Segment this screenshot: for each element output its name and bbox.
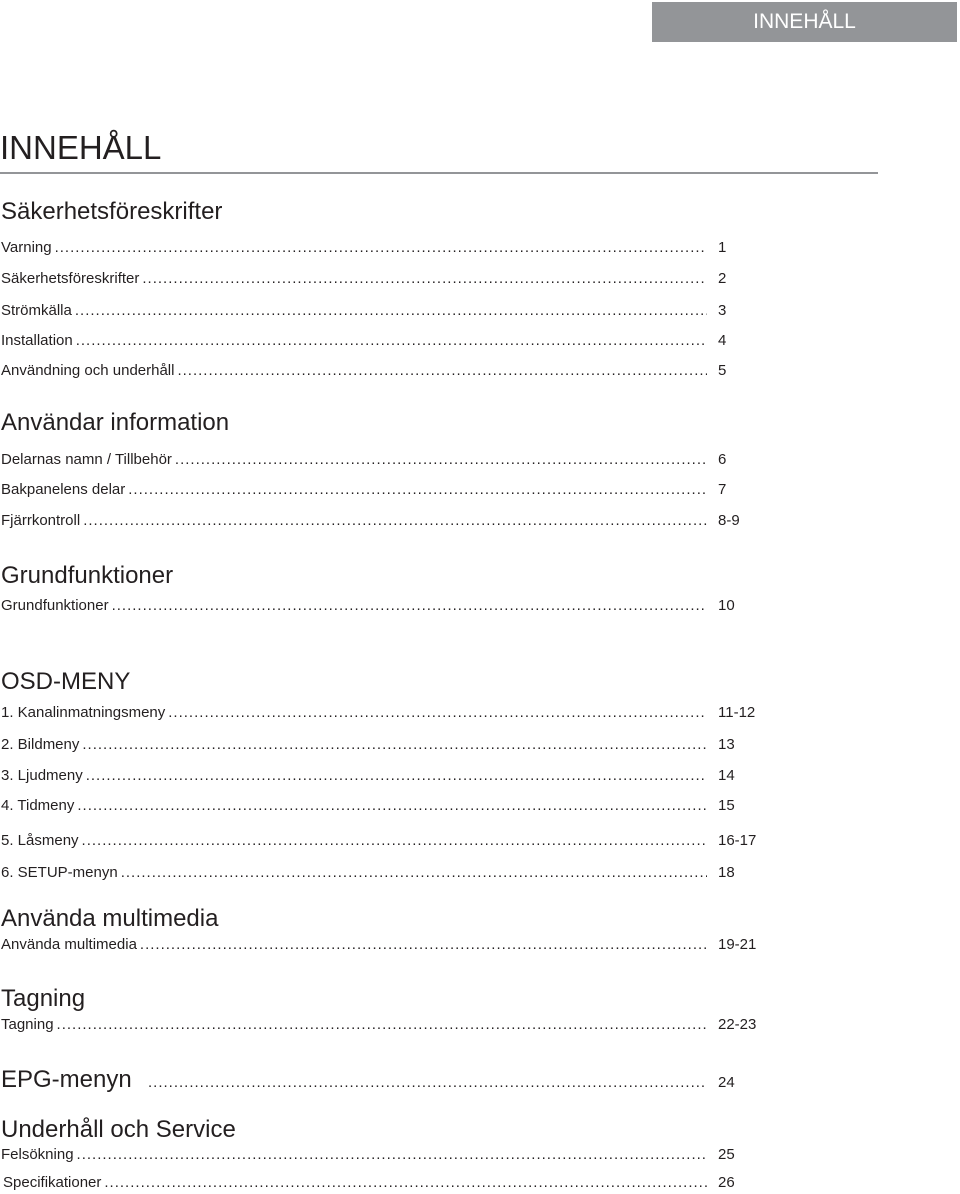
dot-leader bbox=[82, 735, 707, 755]
section-title-underhall-och-service: Underhåll och Service bbox=[1, 1116, 236, 1143]
toc-entry-label: 6. SETUP-menyn bbox=[1, 864, 118, 881]
dot-leader bbox=[177, 361, 707, 381]
toc-entry-label: Strömkälla bbox=[1, 302, 72, 319]
toc-entry[interactable] bbox=[1, 238, 707, 258]
toc-entry[interactable] bbox=[1, 766, 707, 786]
page-title: INNEHÅLL bbox=[0, 129, 162, 166]
dot-leader bbox=[77, 796, 707, 816]
toc-entry[interactable] bbox=[1, 1145, 707, 1165]
dot-leader bbox=[75, 301, 707, 321]
toc-entry-label: Specifikationer bbox=[3, 1174, 102, 1191]
toc-page-number: 4 bbox=[718, 332, 727, 349]
dot-leader bbox=[121, 863, 707, 883]
toc-entry[interactable] bbox=[1, 796, 707, 816]
section-title-tagning: Tagning bbox=[1, 985, 86, 1012]
toc-page-number: 2 bbox=[718, 270, 727, 287]
toc-entry[interactable] bbox=[3, 1173, 707, 1193]
section-title-epg-menyn[interactable]: EPG-menyn bbox=[1, 1066, 132, 1093]
dot-leader bbox=[112, 596, 707, 616]
section-title-sakerhet: Säkerhetsföreskrifter bbox=[1, 198, 223, 225]
toc-page-number: 15 bbox=[718, 797, 735, 814]
toc-entry-label: Använda multimedia bbox=[1, 936, 137, 953]
toc-entry[interactable] bbox=[1, 331, 707, 351]
toc-page-number: 14 bbox=[718, 767, 735, 784]
toc-entry-label: 1. Kanalinmatningsmeny bbox=[1, 704, 166, 721]
dot-leader bbox=[86, 766, 707, 786]
toc-entry[interactable] bbox=[1, 480, 707, 500]
toc-entry[interactable] bbox=[1, 935, 707, 955]
toc-page-number: 26 bbox=[718, 1174, 735, 1191]
toc-entry-label: 5. Låsmeny bbox=[1, 832, 79, 849]
dot-leader bbox=[140, 935, 707, 955]
toc-page-number: 1 bbox=[718, 239, 727, 256]
toc-entry-label: 4. Tidmeny bbox=[1, 797, 75, 814]
section-title-grundfunktioner: Grundfunktioner bbox=[1, 562, 174, 589]
toc-entry-label: Installation bbox=[1, 332, 73, 349]
toc-entry-label: Säkerhetsföreskrifter bbox=[1, 270, 140, 287]
toc-page-number: 8-9 bbox=[718, 512, 740, 529]
toc-entry-label: Tagning bbox=[1, 1016, 54, 1033]
title-divider bbox=[0, 172, 878, 174]
toc-entry-label: Varning bbox=[1, 239, 52, 256]
toc-page-number: 22-23 bbox=[718, 1016, 757, 1033]
toc-entry-label: Grundfunktioner bbox=[1, 597, 109, 614]
toc-entry[interactable] bbox=[1, 596, 707, 616]
toc-entry[interactable] bbox=[1, 450, 707, 470]
dot-leader bbox=[148, 1073, 707, 1093]
section-title-anvanda-multimedia: Använda multimedia bbox=[1, 905, 219, 932]
toc-entry-label: Användning och underhåll bbox=[1, 362, 175, 379]
toc-page-number: 10 bbox=[718, 597, 735, 614]
toc-page-number: 18 bbox=[718, 864, 735, 881]
dot-leader bbox=[168, 703, 707, 723]
toc-page-number: 7 bbox=[718, 481, 727, 498]
dot-leader bbox=[175, 450, 707, 470]
toc-page-number: 6 bbox=[718, 451, 727, 468]
header-tab: INNEHÅLL bbox=[652, 2, 957, 42]
dot-leader bbox=[83, 511, 707, 531]
toc-entry[interactable] bbox=[1, 511, 707, 531]
toc-page-number: 25 bbox=[718, 1146, 735, 1163]
toc-entry-label: 2. Bildmeny bbox=[1, 736, 80, 753]
toc-entry[interactable] bbox=[1, 361, 707, 381]
toc-page-number: 3 bbox=[718, 302, 727, 319]
dot-leader bbox=[77, 1145, 707, 1165]
dot-leader bbox=[82, 831, 707, 851]
section-title-anvandar-information: Användar information bbox=[1, 409, 230, 436]
toc-entry-label: Bakpanelens delar bbox=[1, 481, 126, 498]
toc-entry-label: Felsökning bbox=[1, 1146, 74, 1163]
toc-page-number: 5 bbox=[718, 362, 727, 379]
toc-entry-label: Fjärrkontroll bbox=[1, 512, 81, 529]
toc-entry[interactable] bbox=[1, 301, 707, 321]
toc-page-number: 11-12 bbox=[718, 704, 756, 721]
toc-entry-label: Delarnas namn / Tillbehör bbox=[1, 451, 172, 468]
toc-entry[interactable] bbox=[1, 863, 707, 883]
toc-page-number: 16-17 bbox=[718, 832, 757, 849]
dot-leader bbox=[128, 480, 707, 500]
dot-leader bbox=[57, 1015, 707, 1035]
dot-leader bbox=[104, 1173, 707, 1193]
toc-entry[interactable] bbox=[1, 703, 707, 723]
toc-entry[interactable] bbox=[1, 269, 707, 289]
toc-entry[interactable] bbox=[1, 1015, 707, 1035]
dot-leader bbox=[55, 238, 707, 258]
section-title-osd-meny: OSD-MENY bbox=[1, 668, 131, 695]
toc-page-number: 13 bbox=[718, 736, 735, 753]
toc-entry[interactable] bbox=[1, 831, 707, 851]
toc-page-number: 24 bbox=[718, 1074, 735, 1091]
dot-leader bbox=[76, 331, 707, 351]
toc-entry-label: 3. Ljudmeny bbox=[1, 767, 83, 784]
dot-leader bbox=[142, 269, 707, 289]
toc-page-number: 19-21 bbox=[718, 936, 757, 953]
toc-entry[interactable] bbox=[1, 735, 707, 755]
